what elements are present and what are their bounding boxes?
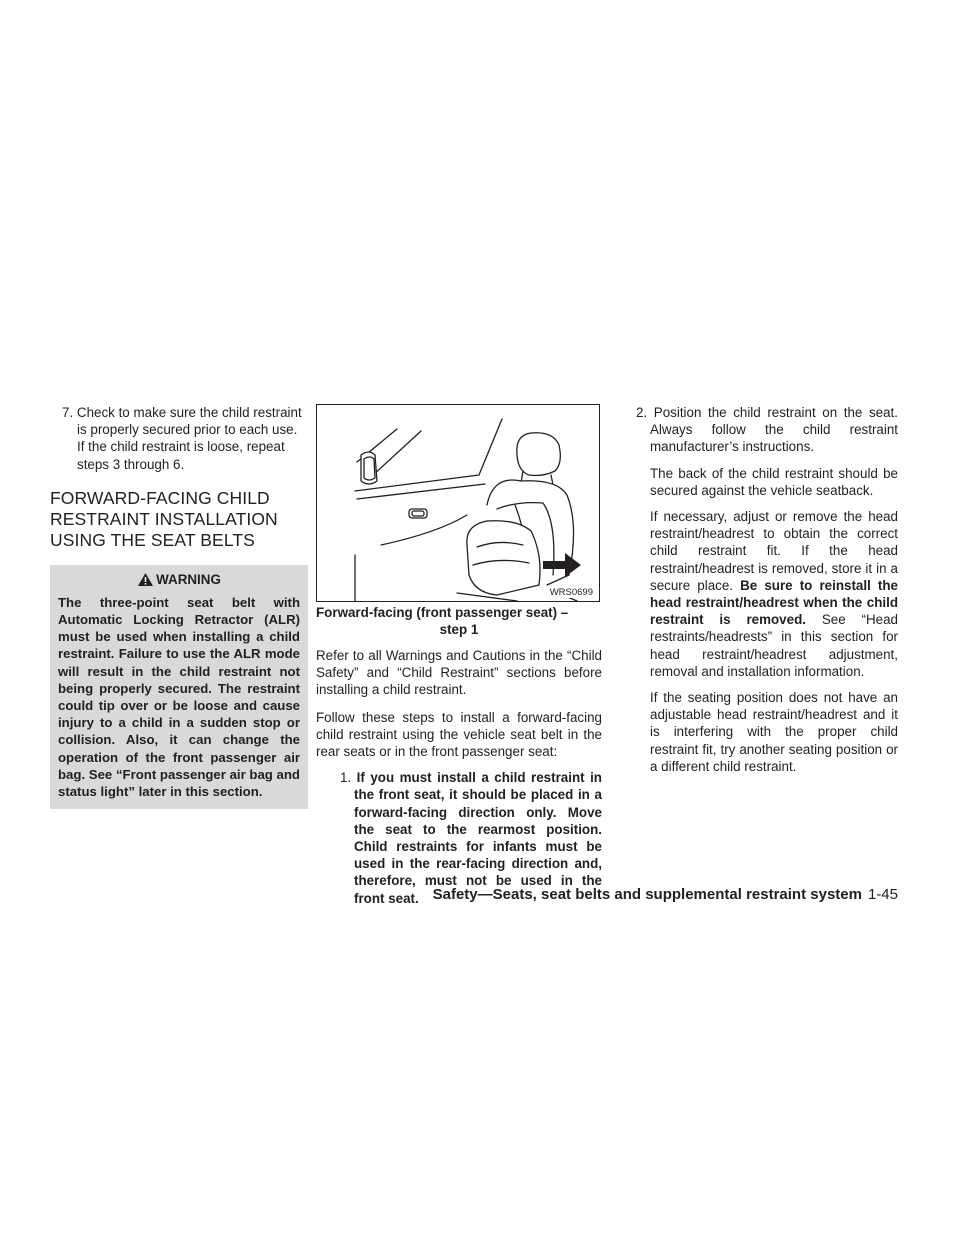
paragraph-seating-position: If the seating position does not have an adjustable head restraint/headrest and it is interfering with the proper child restraint fit, try another seating position or a different child restraint. — [650, 690, 898, 774]
step-7 — [50, 404, 308, 473]
step-2-text: Position the child restraint on the seat. Always follow the child restraint manufacturer’s instructions. — [650, 405, 898, 455]
column-left — [50, 404, 308, 809]
head-restraint-warning: Be sure to reinstall the head restraint/headrest when the child restraint is removed. — [650, 577, 898, 628]
paragraph-seatback: The back of the child restraint should be secured against the vehicle seatback. — [650, 465, 898, 498]
section-heading: FORWARD-FACING CHILD RESTRAINT INSTALLATION USING THE SEAT BELTS — [50, 487, 278, 550]
figure-caption — [316, 604, 602, 638]
page-footer — [433, 886, 898, 904]
figure-code: WRS0699 — [549, 587, 593, 598]
head-restraint-text: If necessary, adjust or remove the head restraint/headrest to obtain the correct child restraint fit. If the head restraint/headrest is removed, store it in a secure place. — [650, 509, 898, 593]
seat-drawing — [317, 405, 599, 601]
step-7-text: Check to make sure the child restraint is properly secured prior to each use. If the child restraint is loose, repeat steps 3 through 6. — [76, 405, 302, 472]
column-middle — [316, 404, 602, 907]
warning-header — [58, 571, 300, 589]
step-1-text: If you must install a child restraint in the front seat, it should be placed in a forward-facing direction only. Move the seat to the rearmost position. Child restraints for infants must be used in the rear-facing direction and, therefore, must not be used in the front seat. — [354, 770, 602, 906]
paragraph-follow: Follow these steps to install a forward-facing child restraint using the vehicle seat belt in the rear seats or in the front passenger seat: — [316, 709, 602, 760]
paragraph-head-restraint — [650, 508, 898, 680]
caption-line-1: Forward-facing (front passenger seat) – — [316, 605, 569, 620]
step-7-number: 7. — [62, 405, 74, 420]
caption-line-2: step 1 — [439, 622, 479, 637]
warning-label: WARNING — [156, 571, 221, 587]
warning-triangle-icon — [137, 572, 154, 587]
step-2 — [626, 404, 898, 456]
warning-box — [50, 565, 308, 809]
page-number: 1-45 — [867, 886, 898, 903]
step-1-number: 1. — [340, 770, 352, 786]
column-right — [626, 404, 898, 775]
footer-section-title: Safety—Seats, seat belts and supplemental restraint system — [432, 886, 862, 903]
warning-text: The three-point seat belt with Automatic Locking Retractor (ALR) must be used when installing a child restraint. Failure to use the ALR mode will result in the child restraint not being properly secured. The restraint could tip over or be loose and cause injury to a child in a sudden stop or collision. Also, it can change the operation of the front passenger air bag. See “Front passenger air bag and status light” later in this section. — [58, 594, 300, 800]
step-2-number: 2. — [636, 405, 648, 420]
seat-illustration — [316, 404, 600, 602]
head-restraint-reference: See “Head restraints/headrests” in this section for head restraint/headrest adjustment, removal and installation information. — [650, 612, 898, 679]
paragraph-refer: Refer to all Warnings and Cautions in the “Child Safety” and “Child Restraint” sections before installing a child restraint. — [316, 648, 602, 698]
